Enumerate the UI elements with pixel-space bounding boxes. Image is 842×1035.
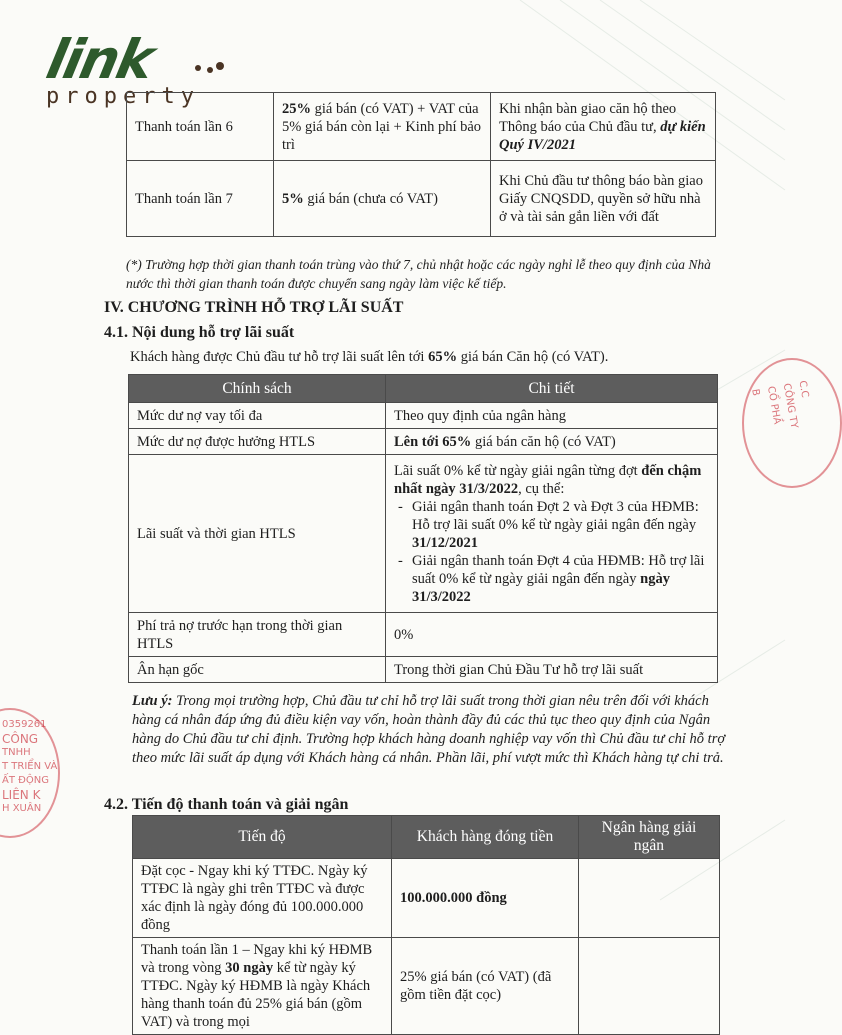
table-header bbox=[129, 375, 718, 403]
detail-cell: Lên tới 65% giá bán căn hộ (có VAT) bbox=[386, 429, 718, 455]
right-company-stamp: C.C CÔNG TY CỔ PHẦ B bbox=[742, 358, 842, 488]
subsection-heading: 4.1. Nội dung hỗ trợ lãi suất bbox=[104, 324, 295, 341]
detail-cell: Lãi suất 0% kể từ ngày giải ngân từng đợt đến chậm nhất ngày 31/3/2022, cụ thể: - Giải ngân thanh toán Đợt 2 và Đợt 3 của HĐMB: Hỗ trợ lãi suất 0% kể từ ngày giải ngân đến ngày 31/12/2021 - Giải ngân thanh toán Đợt 4 của HĐMB: Hỗ trợ lãi suất 0% kể từ ngày giải ngân đến ngày ngày 31/3/2022 bbox=[386, 455, 718, 613]
table-row bbox=[129, 455, 718, 613]
table-header bbox=[133, 816, 720, 859]
bank-cell bbox=[579, 938, 720, 1035]
payment-cell: 25% giá bán (có VAT) (đã gồm tiền đặt cọc) bbox=[392, 938, 579, 1035]
table-row bbox=[127, 93, 716, 161]
column-header: Tiến độ bbox=[133, 816, 392, 859]
policy-cell: Mức dư nợ vay tối đa bbox=[129, 403, 386, 429]
logo-wordmark: link bbox=[41, 28, 159, 91]
bank-cell bbox=[579, 859, 720, 938]
subsection-heading: 4.2. Tiến độ thanh toán và giải ngân bbox=[104, 796, 349, 813]
table-row bbox=[127, 161, 716, 237]
column-header: Khách hàng đóng tiền bbox=[392, 816, 579, 859]
logo-subtitle: property bbox=[46, 84, 200, 109]
detail-cell: Theo quy định của ngân hàng bbox=[386, 403, 718, 429]
table-row bbox=[129, 429, 718, 455]
condition-cell: Khi Chủ đầu tư thông báo bàn giao Giấy CNQSDD, quyền sở hữu nhà ở và tài sản gắn liền với đất bbox=[491, 161, 716, 237]
amount-cell: 5% giá bán (chưa có VAT) bbox=[274, 161, 491, 237]
row-label: Thanh toán lần 7 bbox=[127, 161, 274, 237]
table-row bbox=[133, 938, 720, 1035]
disbursement-table bbox=[132, 815, 720, 1035]
progress-cell: Đặt cọc - Ngay khi ký TTĐC. Ngày ký TTĐC là ngày ghi trên TTĐC và được xác định là ngày đóng đủ 100.000.000 đồng bbox=[133, 859, 392, 938]
policy-cell: Mức dư nợ được hưởng HTLS bbox=[129, 429, 386, 455]
policy-cell: Ân hạn gốc bbox=[129, 657, 386, 683]
policy-cell: Lãi suất và thời gian HTLS bbox=[129, 455, 386, 613]
column-header: Ngân hàng giải ngân bbox=[579, 816, 720, 859]
interest-support-table bbox=[128, 374, 718, 683]
column-header: Chính sách bbox=[129, 375, 386, 403]
policy-cell: Phí trả nợ trước hạn trong thời gian HTLS bbox=[129, 613, 386, 657]
intro-text: Khách hàng được Chủ đầu tư hỗ trợ lãi suất lên tới 65% giá bán Căn hộ (có VAT). bbox=[130, 349, 609, 365]
condition-cell: Khi nhận bàn giao căn hộ theo Thông báo của Chủ đầu tư, dự kiến Quý IV/2021 bbox=[491, 93, 716, 161]
table-row bbox=[129, 657, 718, 683]
payment-schedule-table bbox=[126, 92, 716, 237]
progress-cell: Thanh toán lần 1 – Ngay khi ký HĐMB và trong vòng 30 ngày kể từ ngày ký TTĐC. Ngày ký HĐMB là ngày Khách hàng thanh toán đủ 25% giá bán (gồm VAT) và trong mọi bbox=[133, 938, 392, 1035]
payment-cell: 100.000.000 đồng bbox=[392, 859, 579, 938]
column-header: Chi tiết bbox=[386, 375, 718, 403]
table-row bbox=[133, 859, 720, 938]
detail-cell: 0% bbox=[386, 613, 718, 657]
logo-dots-icon bbox=[190, 40, 230, 80]
left-company-stamp: 0359261 CÔNG TNHH T TRIỂN VÀ ẤT ĐỘNG LIÊN K H XUÂN bbox=[0, 708, 60, 838]
note-paragraph: Lưu ý: Trong mọi trường hợp, Chủ đầu tư chỉ hỗ trợ lãi suất trong thời gian nêu trên đối với khách hàng cá nhân đáp ứng đủ điều kiện vay vốn, hoàn thành đầy đủ các thủ tục theo quy định của Ngân hàng do Chủ đầu tư chỉ định. Trường hợp khách hàng doanh nghiệp vay vốn thì Chủ đầu tư chỉ hỗ trợ theo mức lãi suất áp dụng với Khách hàng cá nhân. Phần lãi, phí vượt mức thì Khách hàng tự chi trả. bbox=[132, 693, 726, 766]
row-label: Thanh toán lần 6 bbox=[127, 93, 274, 161]
footnote: (*) Trường hợp thời gian thanh toán trùng vào thứ 7, chủ nhật hoặc các ngày nghỉ lễ theo quy định của Nhà nước thì thời gian thanh toán được chuyển sang ngày làm việc kế tiếp. bbox=[126, 257, 711, 291]
detail-list bbox=[394, 498, 709, 606]
list-item: - Giải ngân thanh toán Đợt 2 và Đợt 3 của HĐMB: Hỗ trợ lãi suất 0% kể từ ngày giải ngân đến ngày 31/12/2021 bbox=[412, 498, 709, 552]
section-heading: IV. CHƯƠNG TRÌNH HỖ TRỢ LÃI SUẤT bbox=[104, 299, 404, 316]
detail-cell: Trong thời gian Chủ Đầu Tư hỗ trợ lãi suất bbox=[386, 657, 718, 683]
list-item: - Giải ngân thanh toán Đợt 4 của HĐMB: Hỗ trợ lãi suất 0% kể từ ngày giải ngân đến ngày ngày 31/3/2022 bbox=[412, 552, 709, 606]
table-row bbox=[129, 613, 718, 657]
amount-cell: 25% giá bán (có VAT) + VAT của 5% giá bán còn lại + Kinh phí bảo trì bbox=[274, 93, 491, 161]
table-row bbox=[129, 403, 718, 429]
